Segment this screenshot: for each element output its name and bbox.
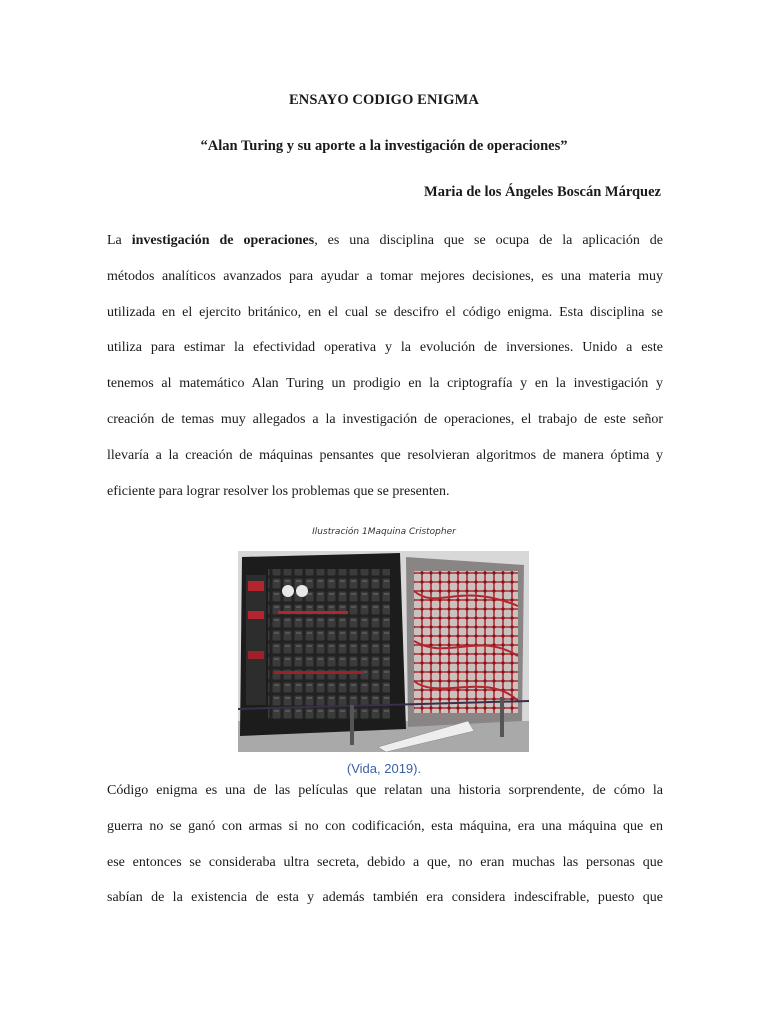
paragraph-line: guerra no se ganó con armas si no con codificación, esta máquina, era una máquina que en [107, 818, 663, 834]
paragraph-line: eficiente para lograr resolver los problemas que se presenten. [107, 483, 450, 499]
paragraph-line: ese entonces se consideraba ultra secreta, debido a que, no eran muchas las personas que [107, 854, 663, 870]
paragraph-line: utilizada en el ejercito británico, en el cual se descifro el código enigma. Esta disciplina se [107, 304, 663, 320]
paragraph-text: La [107, 233, 132, 248]
figure-caption: Ilustración 1Maquina Cristopher [312, 527, 456, 537]
paragraph-line: llevaría a la creación de máquinas pensantes que resolvieran algoritmos de manera óptima y [107, 447, 663, 463]
paragraph-line: tenemos al matemático Alan Turing un prodigio en la criptografía y en la investigación y [107, 376, 663, 392]
document-author: Maria de los Ángeles Boscán Márquez [424, 184, 661, 200]
paragraph-intro [107, 223, 663, 509]
paragraph-line: métodos analíticos avanzados para ayudar a tomar mejores decisiones, es una materia muy [107, 268, 663, 284]
bold-term: investigación de operaciones [131, 233, 315, 248]
paragraph-line: creación de temas muy allegados a la investigación de operaciones, el trabajo de este señor [107, 411, 663, 427]
paragraph-text: , es una disciplina que se ocupa de la aplicación de [314, 233, 664, 248]
figure-citation: (Vida, 2019). [346, 761, 422, 776]
paragraph-line: utiliza para estimar la efectividad operativa y la evolución de inversiones. Unido a este [107, 340, 663, 356]
paragraph-body [107, 773, 663, 916]
machine-photo [238, 551, 529, 752]
paragraph-line [107, 223, 663, 259]
paragraph-line: sabían de la existencia de esta y además también era considera indescifrable, puesto que [107, 890, 663, 906]
document-subtitle: “Alan Turing y su aporte a la investigación de operaciones” [200, 138, 568, 154]
document-title: ENSAYO CODIGO ENIGMA [289, 92, 479, 108]
paragraph-line: Código enigma es una de las películas que relatan una historia sorprendente, de cómo la [107, 783, 663, 798]
